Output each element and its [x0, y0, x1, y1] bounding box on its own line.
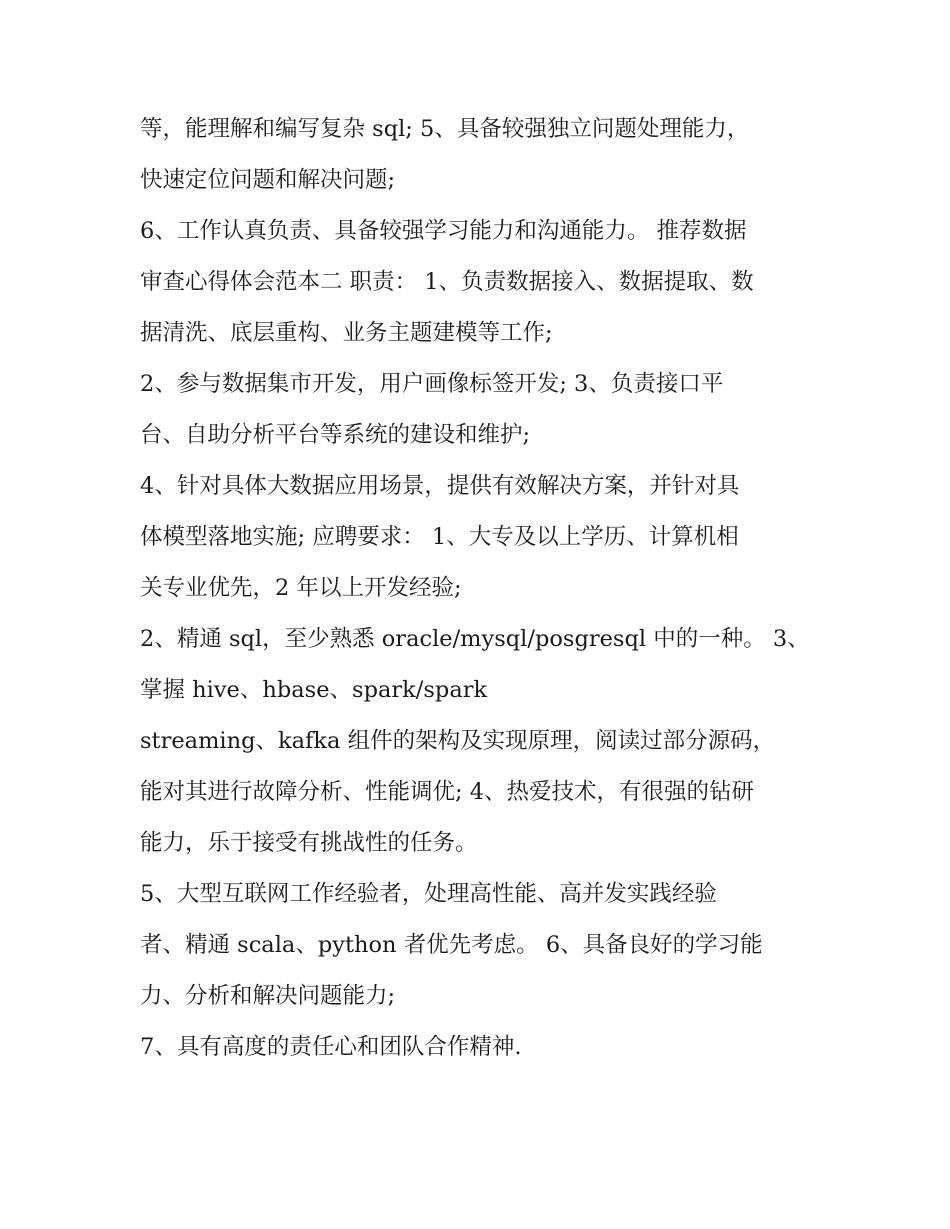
text-line: streaming、kafka 组件的架构及实现原理，阅读过部分源码， [140, 728, 776, 754]
text-line: 6、工作认真负责、具备较强学习能力和沟通能力。 推荐数据 [140, 218, 747, 244]
text-line: 关专业优先，2 年以上开发经验; [140, 575, 462, 601]
text-line: 审查心得体会范本二 职责： 1、负责数据接入、数据提取、数 [140, 269, 754, 295]
text-line: 能力，乐于接受有挑战性的任务。 [140, 830, 478, 856]
text-line: 4、针对具体大数据应用场景，提供有效解决方案，并针对具 [140, 473, 740, 499]
text-line: 快速定位问题和解决问题; [140, 167, 396, 193]
body-text [140, 104, 830, 1073]
text-line: 者、精通 scala、python 者优先考虑。 6、具备良好的学习能 [140, 932, 763, 958]
text-line: 力、分析和解决问题能力; [140, 983, 396, 1009]
text-line: 掌握 hive、hbase、spark/spark [140, 677, 488, 703]
text-line: 7、具有高度的责任心和团队合作精神. [140, 1034, 522, 1060]
text-line: 2、参与数据集市开发，用户画像标签开发; 3、负责接口平 [140, 371, 724, 397]
text-line: 2、精通 sql，至少熟悉 oracle/mysql/posgresql 中的一种。 3、 [140, 626, 810, 652]
text-line: 5、大型互联网工作经验者，处理高性能、高并发实践经验 [140, 881, 717, 907]
text-line: 等，能理解和编写复杂 sql; 5、具备较强独立问题处理能力， [140, 116, 750, 142]
text-line: 据清洗、底层重构、业务主题建模等工作; [140, 320, 553, 346]
text-line: 能对其进行故障分析、性能调优; 4、热爱技术，有很强的钻研 [140, 779, 755, 805]
text-line: 体模型落地实施; 应聘要求： 1、大专及以上学历、计算机相 [140, 524, 739, 550]
text-line: 台、自助分析平台等系统的建设和维护; [140, 422, 531, 448]
